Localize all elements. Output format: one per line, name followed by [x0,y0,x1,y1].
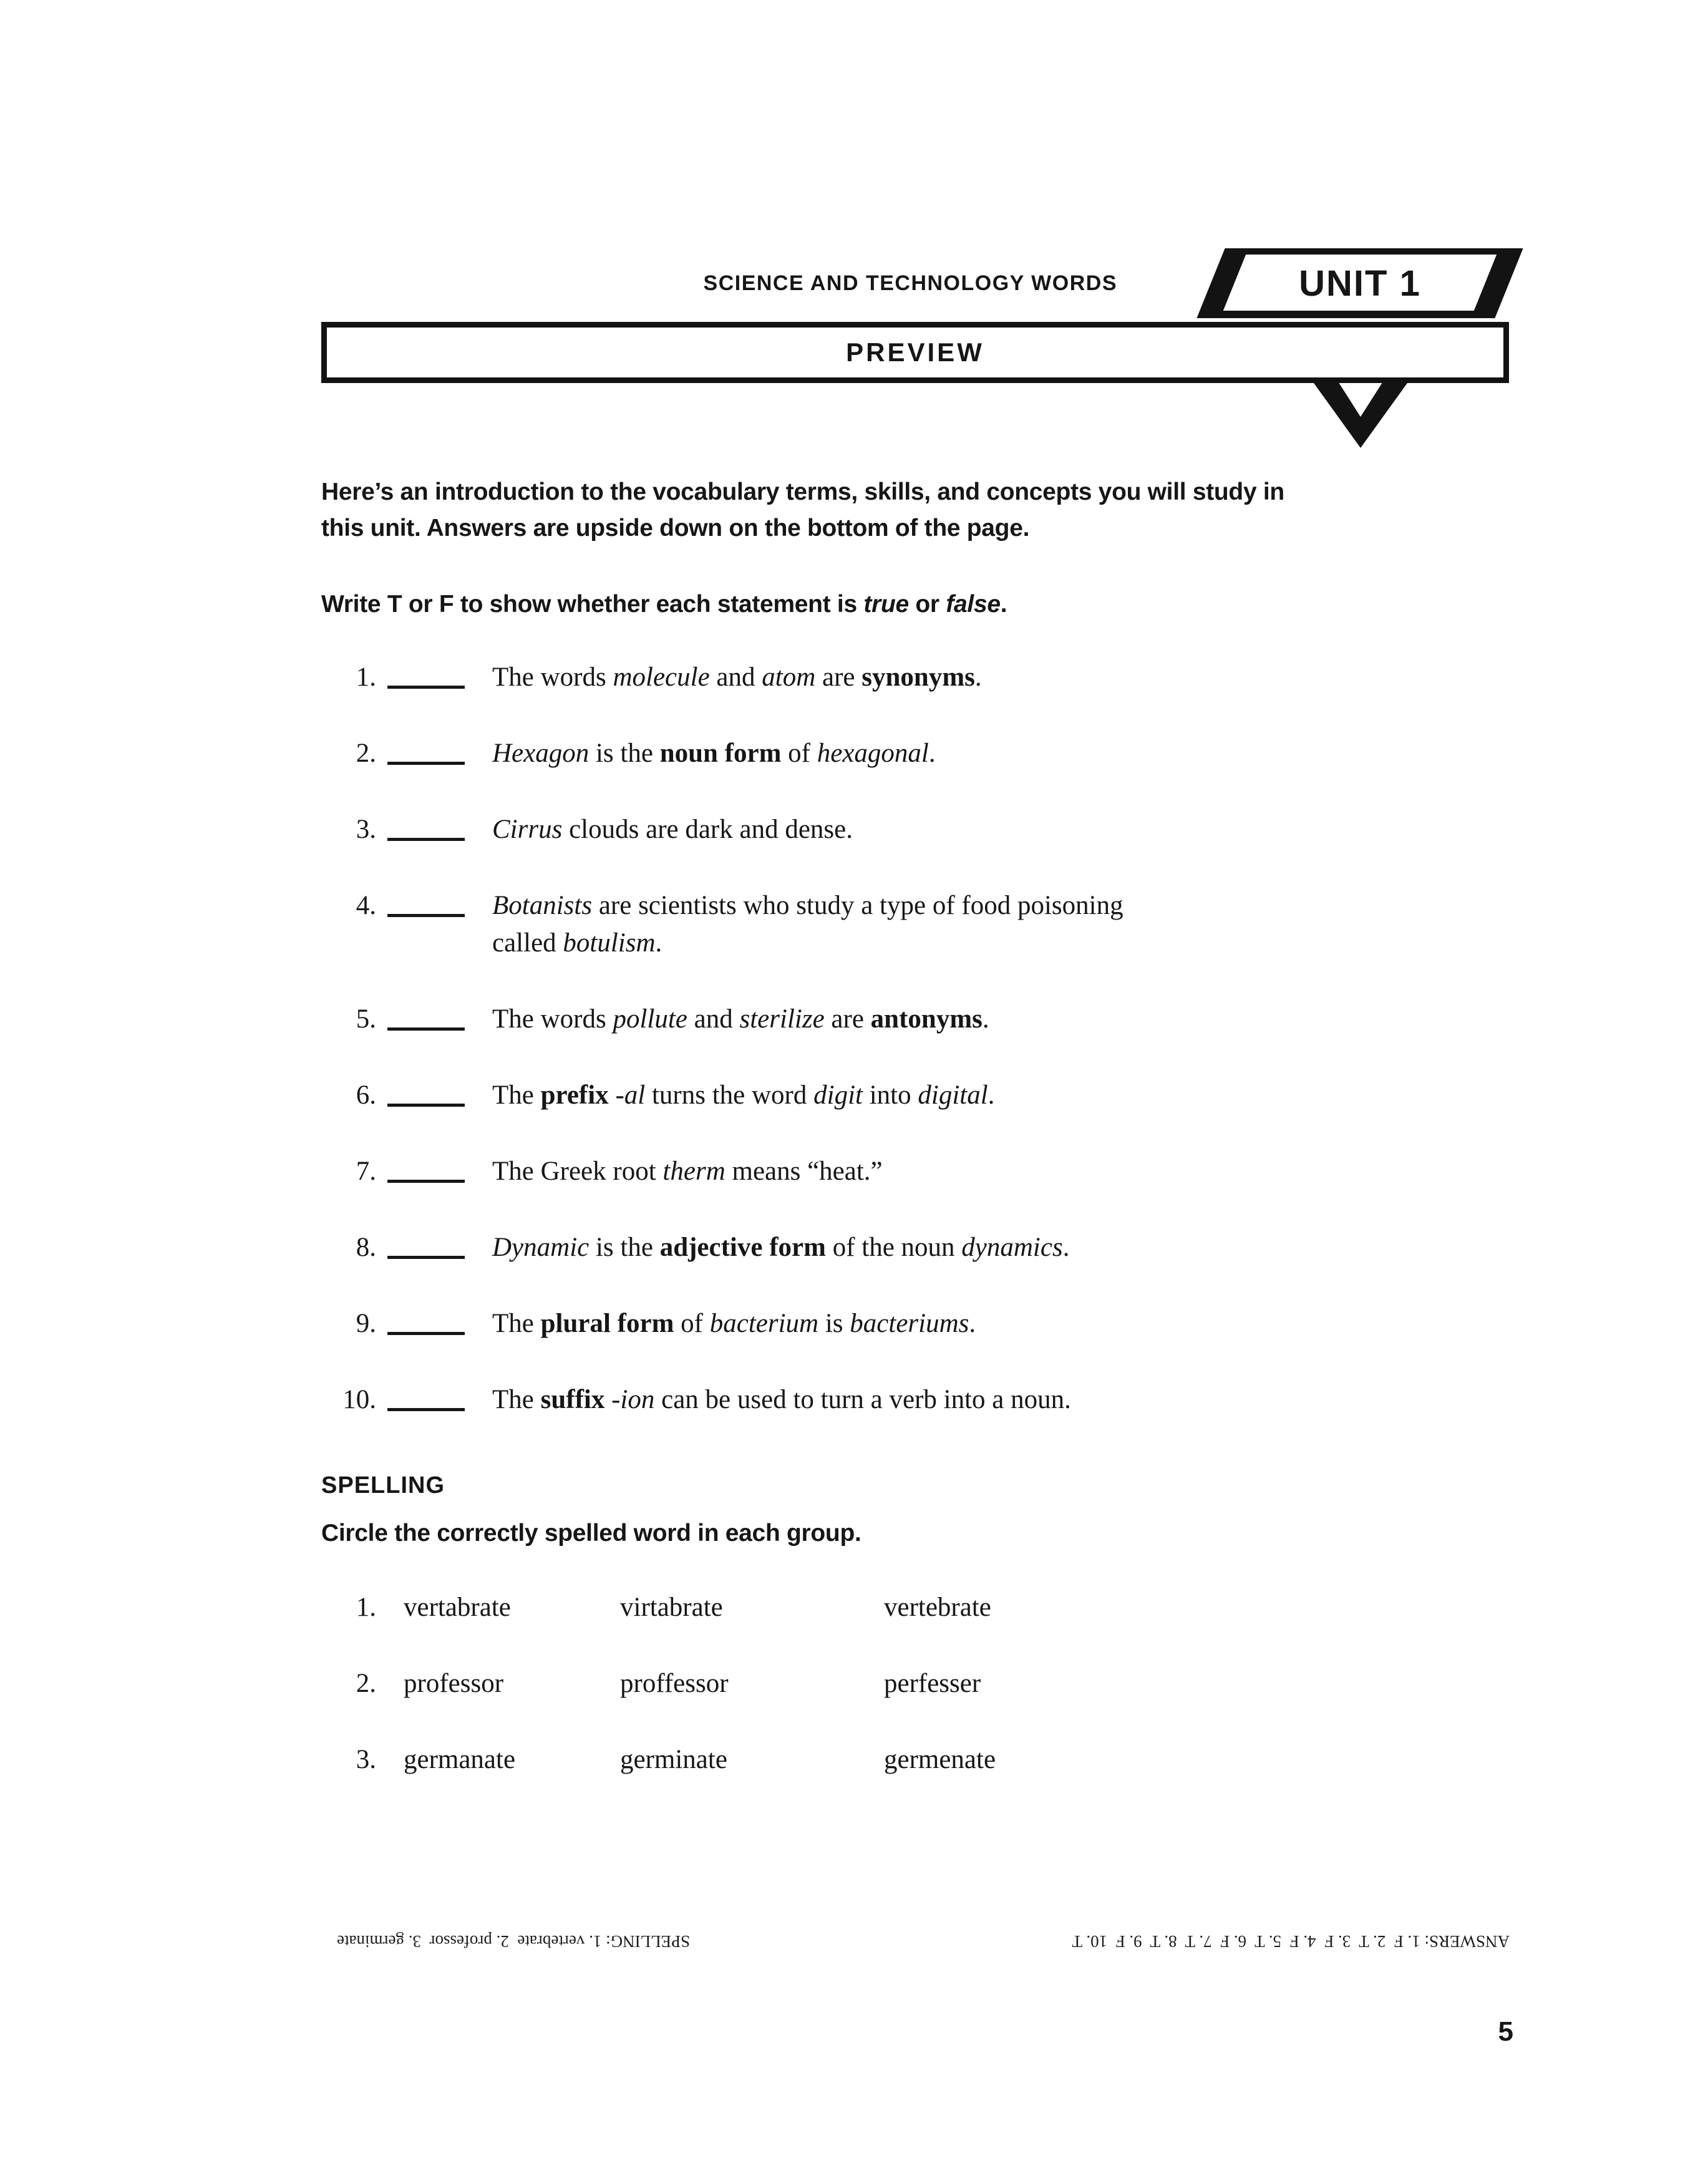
spelling-instruction: Circle the correctly spelled word in each group. [321,1520,861,1547]
statement-text: Dynamic is the adjective form of the noun dynamics. [492,1233,1070,1262]
preview-title-box [321,322,1509,383]
item-number: 1. [356,663,376,692]
unit-banner [1211,248,1509,318]
true-false-item [321,1077,1509,1114]
statement-text: The Greek root therm means “heat.” [492,1157,883,1186]
item-number: 10. [342,1385,376,1414]
answer-blank[interactable] [387,835,465,841]
down-chevron-icon [1314,383,1407,448]
answer-blank[interactable] [387,682,465,689]
answer-blank[interactable] [387,1329,465,1335]
spelling-word-option[interactable]: germinate [620,1745,727,1774]
spelling-word-option[interactable]: vertabrate [404,1593,511,1622]
page-number: 5 [1498,2016,1513,2047]
spelling-row [321,1665,1509,1702]
item-number: 3. [356,815,376,844]
true-false-item [321,887,1509,962]
statement-text: The suffix -ion can be used to turn a verb into a noun. [492,1385,1071,1414]
statement-text: The words pollute and sterilize are antonyms. [492,1004,989,1034]
statement-text: Hexagon is the noun form of hexagonal. [492,739,936,768]
spelling-row [321,1589,1509,1626]
item-number: 2. [356,1669,376,1698]
true-false-instruction: Write T or F to show whether each statement is true or false. [321,591,1007,618]
answer-blank[interactable] [387,1177,465,1183]
answer-blank[interactable] [387,1100,465,1107]
spelling-word-option[interactable]: vertebrate [884,1593,991,1622]
intro-paragraph: Here’s an introduction to the vocabulary terms, skills, and concepts you will study in this unit. Answers are upside down on the bottom of the page. [321,478,1284,542]
true-false-item [321,659,1509,696]
spelling-row [321,1741,1509,1779]
true-false-item [321,735,1509,772]
item-number: 8. [356,1233,376,1262]
upside-down-answer-key [337,1931,1510,1951]
item-number: 3. [356,1745,376,1774]
section-kicker: SCIENCE AND TECHNOLOGY WORDS [703,271,1117,295]
true-false-item [321,1305,1509,1343]
item-number: 6. [356,1081,376,1110]
statement-text: Botanists are scientists who study a type of food poisoning called botulism. [492,891,1123,958]
statement-text: The words molecule and atom are synonyms. [492,663,982,692]
answer-key-spelling: SPELLING: 1. vertebrate 2. professor 3. germinate [337,1932,691,1951]
page-content [321,248,1509,1817]
answer-blank[interactable] [387,1405,465,1411]
page-title: PREVIEW [846,338,984,367]
statement-text: Cirrus clouds are dark and dense. [492,815,853,844]
true-false-item [321,1229,1509,1266]
item-number: 5. [356,1004,376,1034]
spelling-word-option[interactable]: perfesser [884,1669,981,1698]
spelling-word-option[interactable]: germanate [404,1745,516,1774]
unit-title: UNIT 1 [1299,263,1421,304]
spelling-word-option[interactable]: virtabrate [620,1593,723,1622]
spelling-word-option[interactable]: proffessor [620,1669,729,1698]
spelling-heading: SPELLING [321,1472,445,1498]
true-false-list [321,659,1509,1419]
true-false-item [321,1153,1509,1190]
answer-blank[interactable] [387,1253,465,1259]
answer-blank[interactable] [387,1024,465,1031]
item-number: 4. [356,891,376,920]
spelling-list [321,1589,1509,1779]
true-false-item [321,1381,1509,1419]
statement-text: The plural form of bacterium is bacteriums. [492,1309,976,1338]
statement-text: The prefix -al turns the word digit into digital. [492,1081,995,1110]
spelling-word-option[interactable]: germenate [884,1745,996,1774]
answer-key-true-false: ANSWERS: 1. F 2. T 3. F 4. F 5. T 6. F 7. T 8. T 9. F 10. T [1072,1932,1510,1951]
answer-blank[interactable] [387,759,465,765]
page-header [321,248,1509,318]
spelling-word-option[interactable]: professor [404,1669,504,1698]
answer-blank[interactable] [387,911,465,917]
item-number: 9. [356,1309,376,1338]
item-number: 7. [356,1157,376,1186]
item-number: 1. [356,1593,376,1622]
item-number: 2. [356,739,376,768]
true-false-item [321,1001,1509,1038]
true-false-item [321,811,1509,848]
